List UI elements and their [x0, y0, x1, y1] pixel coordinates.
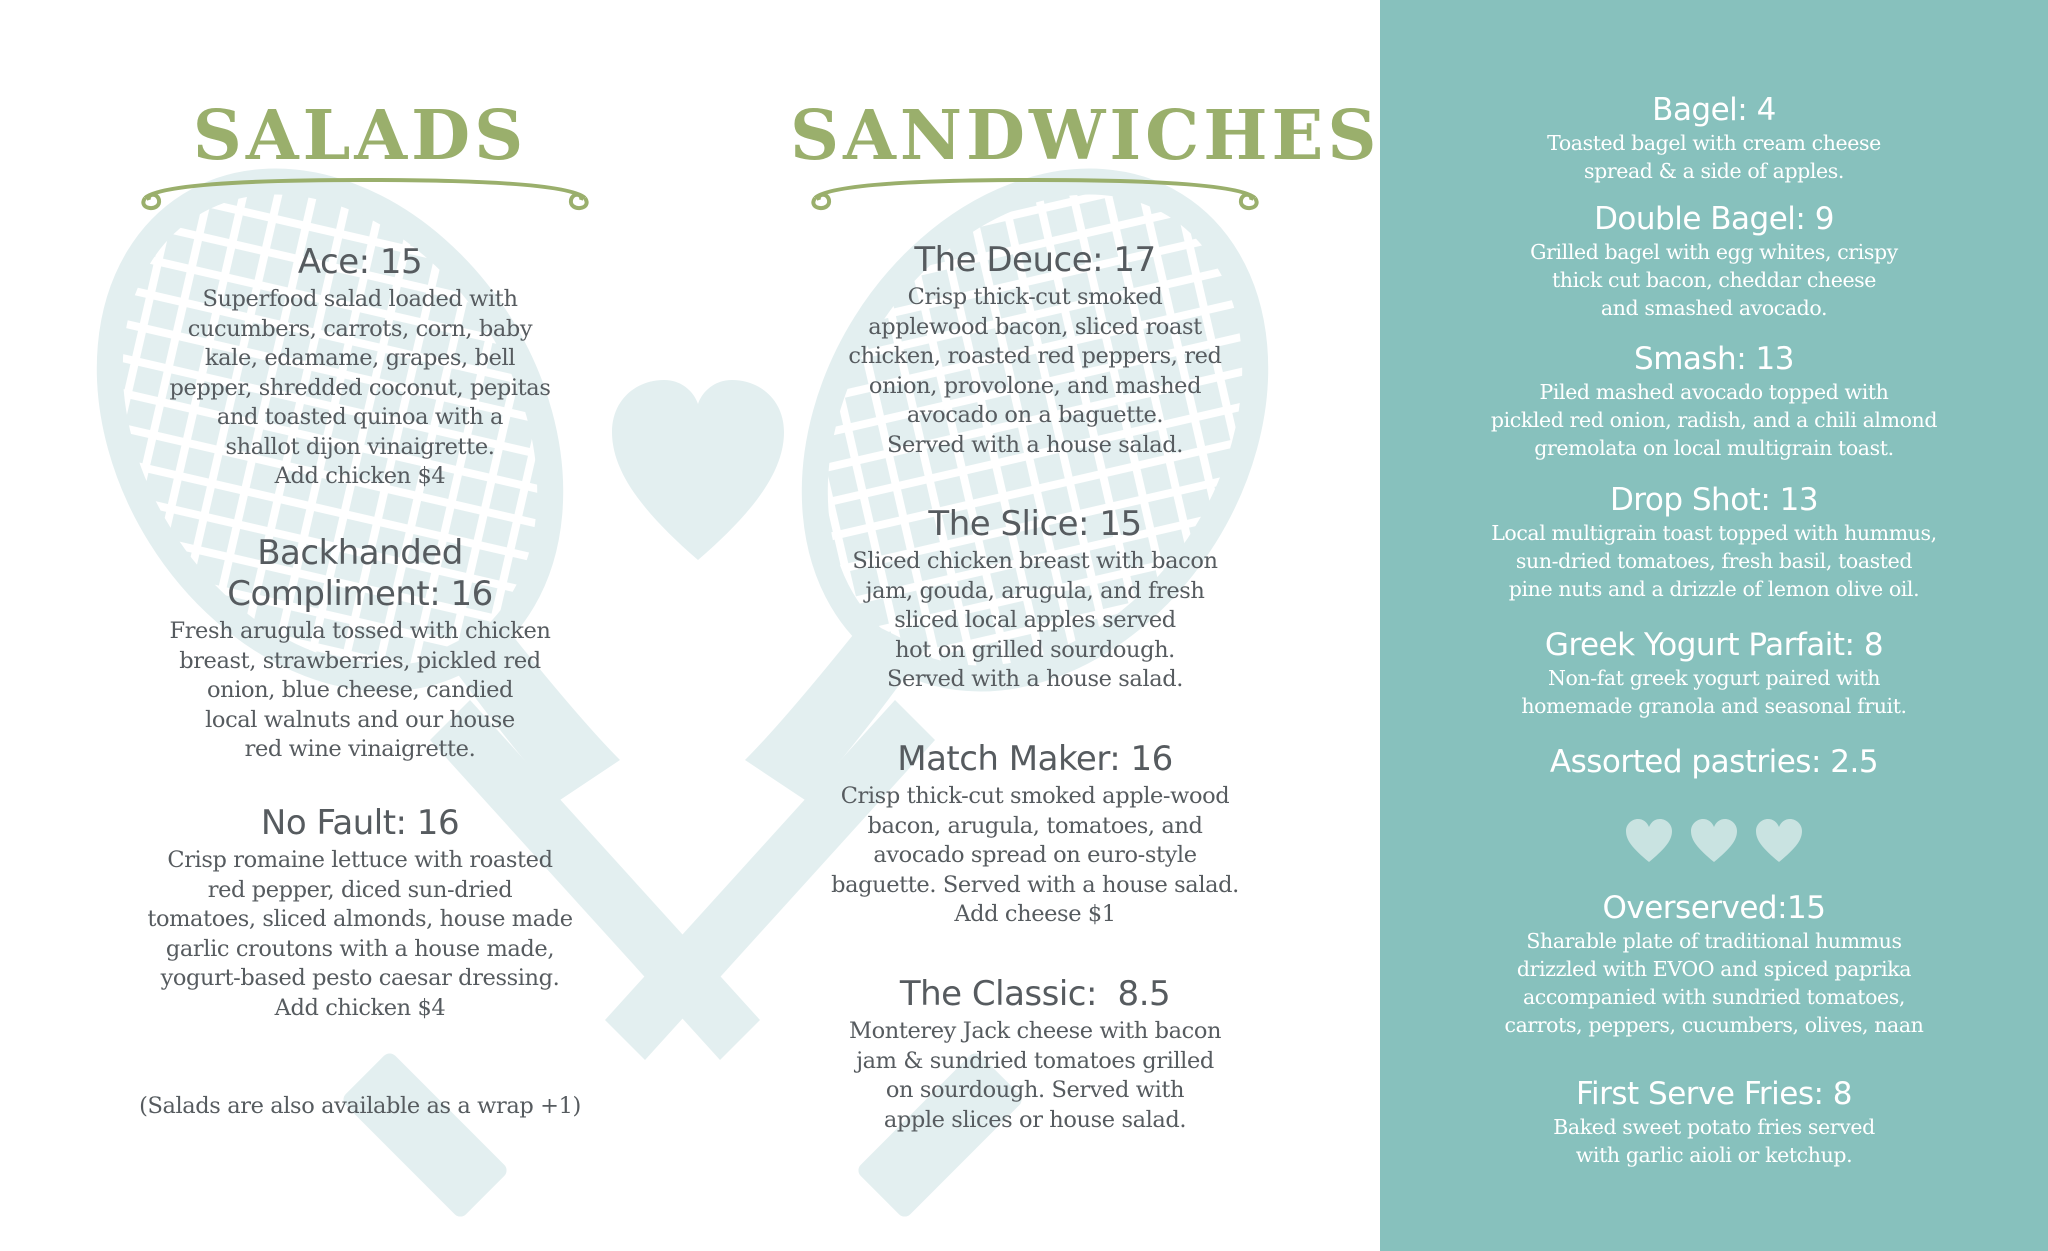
item-name: Smash: 13 [1634, 341, 1794, 377]
sandwiches-title: SANDWICHES [790, 96, 1381, 176]
item-description: Non-fat greek yogurt paired with homemade granola and seasonal fruit. [1521, 666, 1907, 718]
flourish-divider-icon [795, 172, 1275, 220]
item-description: Baked sweet potato fries served with garlic aioli or ketchup. [1553, 1115, 1875, 1167]
item-description: Local multigrain toast topped with hummus, sun-dried tomatoes, fresh basil, toasted pine nuts and a drizzle of lemon olive oil. [1491, 521, 1937, 601]
item-description: Crisp romaine lettuce with roasted red pepper, diced sun-dried tomatoes, sliced almonds, house made garlic croutons with a house made, yogurt-based pesto caesar dressing. Add chicken $4 [147, 847, 573, 1021]
item-name: Bagel: 4 [1652, 92, 1776, 128]
item-name: Double Bagel: 9 [1594, 201, 1834, 237]
item-name: Assorted pastries: 2.5 [1549, 744, 1879, 780]
salads-title: SALADS [192, 96, 528, 176]
item-description: Crisp thick-cut smoked apple-wood bacon, arugula, tomatoes, and avocado spread on euro-style baguette. Served with a house salad. Add cheese $1 [831, 783, 1239, 927]
item-name: Ace: 15 [297, 242, 423, 282]
item-name: The Classic: 8.5 [899, 974, 1171, 1014]
item-name: Greek Yogurt Parfait: 8 [1544, 627, 1884, 663]
item-name: Overserved:15 [1602, 890, 1826, 926]
item-description: Piled mashed avocado topped with pickled red onion, radish, and a chili almond gremolata on local multigrain toast. [1490, 380, 1938, 460]
menu-item-the-slice [790, 504, 1280, 695]
heart-icon [1754, 818, 1804, 864]
menu-item-the-deuce [790, 240, 1280, 460]
menu-item-ace [120, 242, 600, 492]
item-name: Backhanded Compliment: 16 [227, 533, 493, 614]
menu-item-drop-shot [1380, 482, 2048, 603]
hearts-divider [1380, 818, 2048, 868]
item-name: The Slice: 15 [928, 504, 1142, 544]
heart-watermark-icon [612, 380, 784, 560]
menu-item-assorted-pastries [1380, 744, 2048, 780]
item-description: Toasted bagel with cream cheese spread & a side of apples. [1547, 131, 1881, 183]
item-description: Sliced chicken breast with bacon jam, gouda, arugula, and fresh sliced local apples served hot on grilled sourdough. Served with a house salad. [852, 548, 1218, 692]
menu-item-bagel [1380, 92, 2048, 185]
item-description: Superfood salad loaded with cucumbers, carrots, corn, baby kale, edamame, grapes, bell pepper, shredded coconut, pepitas and toasted quinoa with a shallot dijon vinaigrette. Add chicken $4 [169, 286, 551, 489]
item-description: Monterey Jack cheese with bacon jam & sundried tomatoes grilled on sourdough. Served with apple slices or house salad. [848, 1018, 1222, 1133]
item-name: Drop Shot: 13 [1609, 482, 1819, 518]
item-name: The Deuce: 17 [914, 240, 1156, 280]
menu-item-match-maker [790, 739, 1280, 930]
item-description: Crisp thick-cut smoked applewood bacon, sliced roast chicken, roasted red peppers, red onion, provolone, and mashed avocado on a baguette. Served with a house salad. [848, 284, 1222, 458]
flourish-divider-icon [125, 172, 605, 220]
menu-item-first-serve-fries [1380, 1076, 2048, 1169]
item-name: Match Maker: 16 [897, 739, 1173, 779]
heart-icon [1689, 818, 1739, 864]
item-description: Fresh arugula tossed with chicken breast, strawberries, pickled red onion, blue cheese, candied local walnuts and our house red wine vinaigrette. [169, 618, 551, 762]
menu-item-greek-yogurt-parfait [1380, 627, 2048, 720]
heart-icon [1624, 818, 1674, 864]
breakfast-panel [1380, 0, 2048, 1251]
item-name: No Fault: 16 [260, 803, 460, 843]
salads-wrap-note: (Salads are also available as a wrap +1) [139, 1093, 581, 1119]
menu-item-backhanded-compliment [120, 533, 600, 765]
menu-item-overserved [1380, 890, 2048, 1039]
menu-item-the-classic [790, 974, 1280, 1135]
item-name: First Serve Fries: 8 [1575, 1076, 1853, 1112]
menu-item-no-fault [120, 803, 600, 1023]
menu-item-smash [1380, 341, 2048, 462]
menu-item-double-bagel [1380, 201, 2048, 322]
item-description: Sharable plate of traditional hummus drizzled with EVOO and spiced paprika accompanied with sundried tomatoes, carrots, peppers, cucumbers, olives, naan [1504, 929, 1924, 1037]
item-description: Grilled bagel with egg whites, crispy thick cut bacon, cheddar cheese and smashed avocado. [1530, 240, 1898, 320]
